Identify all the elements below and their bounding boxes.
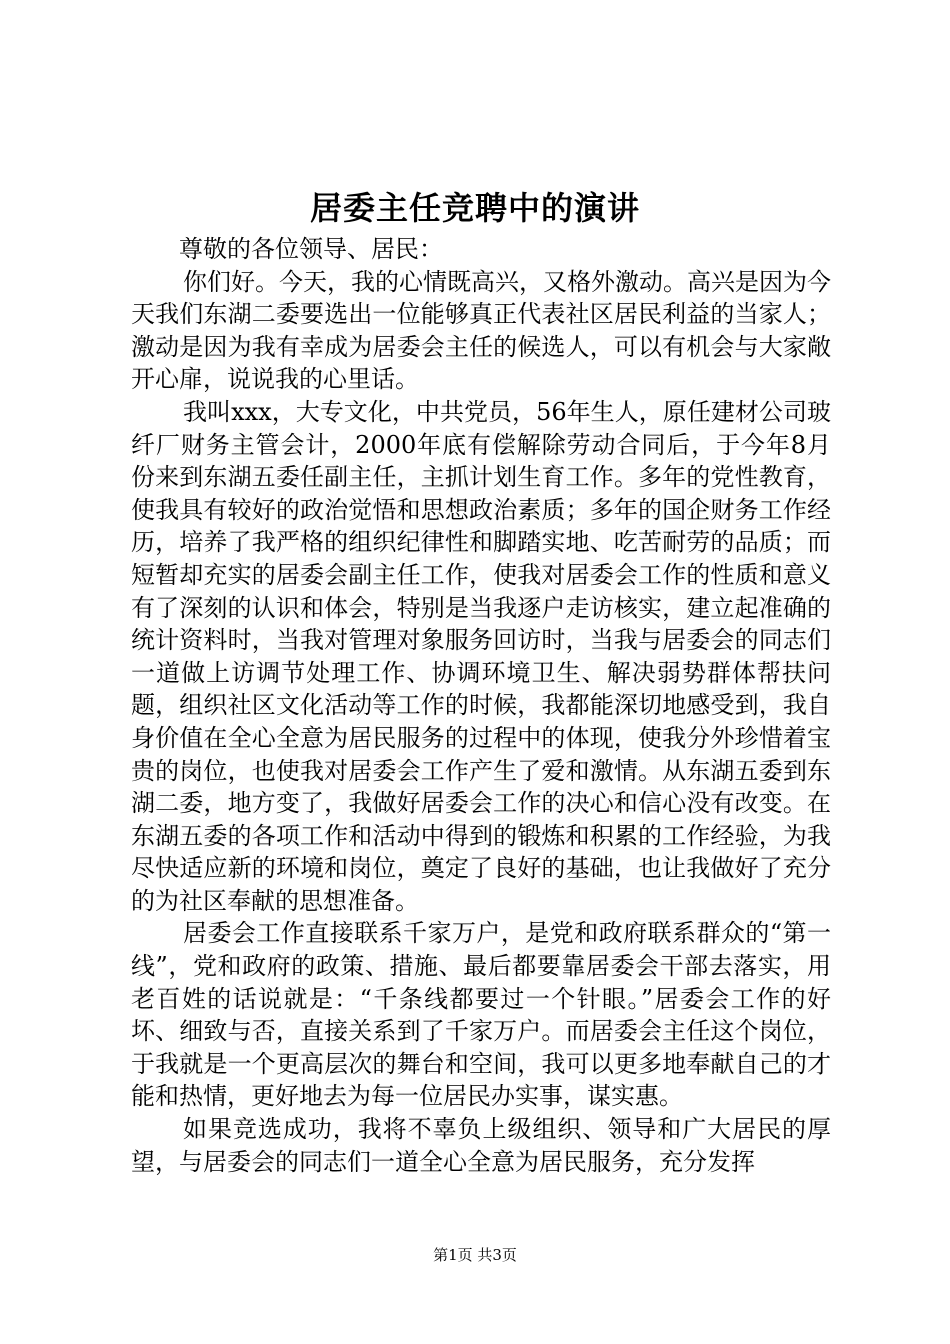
salutation: 尊敬的各位领导、居民：	[179, 235, 443, 263]
page-footer: 第1页 共3页	[433, 1246, 517, 1264]
document-title: 居委主任竞聘中的演讲	[309, 189, 640, 227]
paragraph-2: 我叫xxx，大专文化，中共党员，56年生人，原任建材公司玻纤厂财务主管会计，2000年底有偿解除劳动合同后，于今年8月份来到东湖五委任副主任，主抓计划生育工作。多年的党性教育，使我具有较好的政治觉悟和思想政治素质；多年的国企财务工作经历，培养了我严格的组织纪律性和脚踏实地、吃苦耐劳的品质；而短暂却充实的居委会副主任工作，使我对居委会工作的性质和意义有了深刻的认识和体会，特别是当我逐户走访核实，建立起准确的统计资料时，当我对管理对象服务回访时，当我与居委会的同志们一道做上访调节处理工作、协调环境卫生、解决弱势群体帮扶问题，组织社区文化活动等工作的时候，我都能深切地感受到，我自身价值在全心全意为居民服务的过程中的体现，使我分外珍惜着宝贵的岗位，也使我对居委会工作产生了爱和激情。从东湖五委到东湖二委，地方变了，我做好居委会工作的决心和信心没有改变。在东湖五委的各项工作和活动中得到的锻炼和积累的工作经验，为我尽快适应新的环境和岗位，奠定了良好的基础，也让我做好了充分的为社区奉献的思想准备。	[131, 397, 831, 915]
paragraph-3: 居委会工作直接联系千家万户，是党和政府联系群众的“第一线”，党和政府的政策、措施、最后都要靠居委会干部去落实，用老百姓的话说就是：“千条线都要过一个针眼。”居委会工作的好坏、细致与否，直接关系到了千家万户。而居委会主任这个岗位，于我就是一个更高层次的舞台和空间，我可以更多地奉献自己的才能和热情，更好地去为每一位居民办实事，谋实惠。	[131, 919, 831, 1111]
paragraph-1: 你们好。今天，我的心情既高兴，又格外激动。高兴是因为今天我们东湖二委要选出一位能够真正代表社区居民利益的当家人；激动是因为我有幸成为居委会主任的候选人，可以有机会与大家敞开心扉，说说我的心里话。	[131, 267, 831, 394]
paragraph-4: 如果竞选成功，我将不辜负上级组织、领导和广大居民的厚望，与居委会的同志们一道全心全意为居民服务，充分发挥	[131, 1115, 831, 1176]
document-body	[131, 233, 831, 1178]
